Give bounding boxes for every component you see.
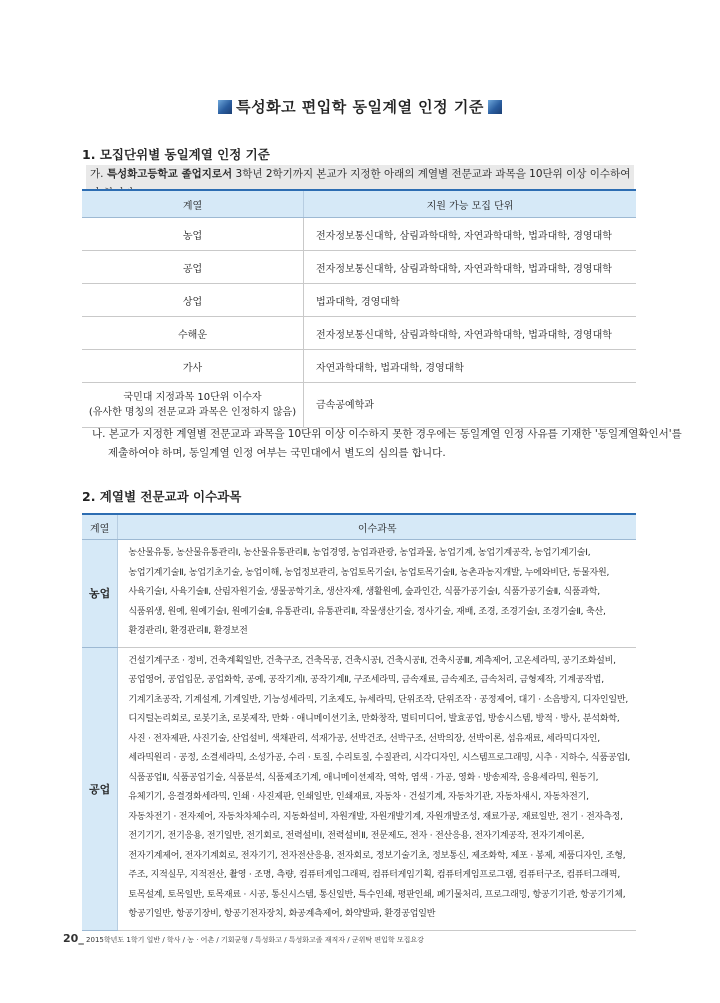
page-title: 특성화고 편입학 동일계열 인정 기준: [0, 96, 720, 117]
footer: 20_ 2015학년도 1학기 일반 / 학사 / 농 · 어촌 / 기회균형 / 특성화고 / 특성화고졸 재직자 / 군위탁 편입학 모집요강: [63, 932, 424, 945]
section1-heading: 1. 모집단위별 동일계열 인정 기준: [82, 147, 270, 162]
blue-square-icon: [218, 100, 232, 114]
header-series: 계열: [82, 190, 304, 218]
table-header-row: [82, 190, 636, 218]
course-line: 사진 · 전자제판, 사진기술, 산업설비, 색채관리, 석재가공, 선박건조, 선박구조, 선박의장, 선박이론, 섬유재료, 세라믹디자인,: [128, 733, 600, 744]
course-line: 유체기기, 응결경화세라믹, 인쇄 · 사진제판, 인쇄일반, 인쇄재료, 자동차 · 건설기계, 자동차기관, 자동차섀시, 자동차전기,: [128, 792, 589, 802]
course-line: 농산물유통, 농산물유통관리Ⅰ, 농산물유통관리Ⅱ, 농업경영, 농업과관광, 농업과물, 농업기계, 농업기계공작, 농업기계기술Ⅰ,: [128, 548, 591, 558]
series-label: 공업: [82, 647, 118, 930]
table-row: 공업 전자정보통신대학, 삼림과학대학, 자연과학대학, 법과대학, 경영대학: [82, 251, 636, 284]
footer-text: 2015학년도 1학기 일반 / 학사 / 농 · 어촌 / 기회균형 / 특성화고 / 특성화고졸 재직자 / 군위탁 편입학 모집요강: [86, 936, 424, 944]
course-line: 토목설계, 토목일반, 토목재료 · 시공, 통신시스템, 통신일반, 특수인쇄, 평판인쇄, 폐기물처리, 프로그래밍, 항공기기관, 항공기기체,: [128, 889, 626, 900]
note-b: 나. 본교가 지정한 계열별 전문교과 과목을 10단위 이상 이수하지 못한 경우에는 동일계열 인정 사유를 기재한 '동일계열확인서'를 제출하여야 하며, 동일계열 인정 여부는 국민대에서 별도의 심의를 합니다.: [92, 428, 682, 459]
header-units: 지원 가능 모집 단위: [304, 190, 637, 218]
table-header-row: [82, 514, 636, 540]
table-row: 국민대 지정과목 10단위 이수자 (유사한 명칭의 전문교과 과목은 인정하지 않음) 금속공예학과: [82, 383, 636, 428]
header-series: 계열: [82, 514, 118, 540]
course-line: 건설기계구조 · 정비, 건축계획일반, 건축구조, 건축목공, 건축시공Ⅰ, 건축시공Ⅱ, 건축시공Ⅲ, 계측제어, 고온세라믹, 공기조화설비,: [128, 655, 616, 666]
course-line: 디지털논리회로, 로봇기초, 로봇제작, 만화 · 애니메이션기초, 만화창작, 멀티미디어, 발효공업, 방송시스템, 방적 · 방사, 분석화학,: [128, 714, 620, 724]
blue-square-icon: [488, 100, 502, 114]
series-unit-table: [82, 189, 636, 428]
course-line: 전기기기, 전기응용, 전기일반, 전기회로, 전력설비Ⅰ, 전력설비Ⅱ, 전문제도, 전자 · 전산응용, 전자기계공작, 전자기계이론,: [128, 831, 585, 841]
header-courses: 이수과목: [118, 514, 636, 540]
table-row: 수해운 전자정보통신대학, 삼림과학대학, 자연과학대학, 법과대학, 경영대학: [82, 317, 636, 350]
course-line: 공업영어, 공업입문, 공업화학, 공예, 공작기계Ⅰ, 공작기계Ⅱ, 구조세라믹, 금속재료, 금속제조, 금속처리, 금형제작, 기계공작법,: [128, 675, 604, 685]
table-row: 상업 법과대학, 경영대학: [82, 284, 636, 317]
course-line: 사육기술Ⅰ, 사육기술Ⅱ, 산림자원기술, 생물공학기초, 생산자재, 생활원예, 숲과인간, 식품가공기술Ⅰ, 식품가공기술Ⅱ, 식품과학,: [128, 587, 600, 597]
course-line: 농업기계기술Ⅱ, 농업기초기술, 농업이해, 농업정보관리, 농업토목기술Ⅰ, 농업토목기술Ⅱ, 농촌과농지개발, 누에와비단, 동물자원,: [128, 567, 610, 578]
course-line: 세라믹원리 · 공정, 소결세라믹, 소성가공, 수리 · 토질, 수리토질, 수질관리, 시각디자인, 시스템프로그래밍, 시추 · 지하수, 식품공업Ⅰ,: [128, 753, 630, 763]
course-line: 기계기초공작, 기계설계, 기계일반, 기능성세라믹, 기초제도, 뉴세라믹, 단위조작, 단위조작 · 공정제어, 대기 · 소음방지, 디자인일반,: [128, 694, 629, 705]
course-line: 주조, 지적실무, 지적전산, 촬영 · 조명, 측량, 컴퓨터게임그래픽, 컴퓨터게임기획, 컴퓨터게임프로그램, 컴퓨터구조, 컴퓨터그래픽,: [128, 870, 621, 880]
course-line: 식품위생, 원예, 원예기술Ⅰ, 원예기술Ⅱ, 유통관리Ⅰ, 유통관리Ⅱ, 작물생산기술, 정사기술, 재배, 조경, 조경기술Ⅰ, 조경기술Ⅱ, 축산,: [128, 606, 606, 617]
section2-heading: 2. 계열별 전문교과 이수과목: [82, 489, 242, 504]
table-row: 농업 전자정보통신대학, 삼림과학대학, 자연과학대학, 법과대학, 경영대학: [82, 218, 636, 251]
course-list: [118, 540, 636, 648]
table-row: 가사 자연과학대학, 법과대학, 경영대학: [82, 350, 636, 383]
course-line: 환경관리Ⅰ, 환경관리Ⅱ, 환경보전: [128, 626, 248, 636]
course-line: 전자기계제어, 전자기계회로, 전자기기, 전자전산응용, 전자회로, 정보기술기초, 정보통신, 제조화학, 제포 · 봉제, 제품디자인, 조형,: [128, 850, 626, 861]
page-number: 20: [63, 932, 79, 945]
table-row: [82, 647, 636, 930]
table-row: [82, 540, 636, 648]
series-label: 농업: [82, 540, 118, 648]
course-list: [118, 647, 636, 930]
course-line: 식품공업Ⅱ, 식품공업기술, 식품분석, 식품제조기계, 애니메이션제작, 역학, 염색 · 가공, 영화 · 방송제작, 응용세라믹, 원동기,: [128, 772, 599, 783]
note-a: 가. 특성화고등학교 졸업지로서 3학년 2학기까지 본교가 지정한 아래의 계열별 전문교과 과목을 10단위 이상 이수하여: [86, 165, 636, 203]
course-line: 항공기일반, 항공기장비, 항공기전자장치, 화공계측제어, 화약발파, 환경공업일반: [128, 909, 436, 919]
course-line: 자동차전기 · 전자제어, 자동차차체수리, 지동화설비, 자원개발, 자원개발기계, 자원개발조성, 재료가공, 재료일반, 전기 · 전자측정,: [128, 811, 623, 822]
courses-table: [82, 513, 636, 931]
